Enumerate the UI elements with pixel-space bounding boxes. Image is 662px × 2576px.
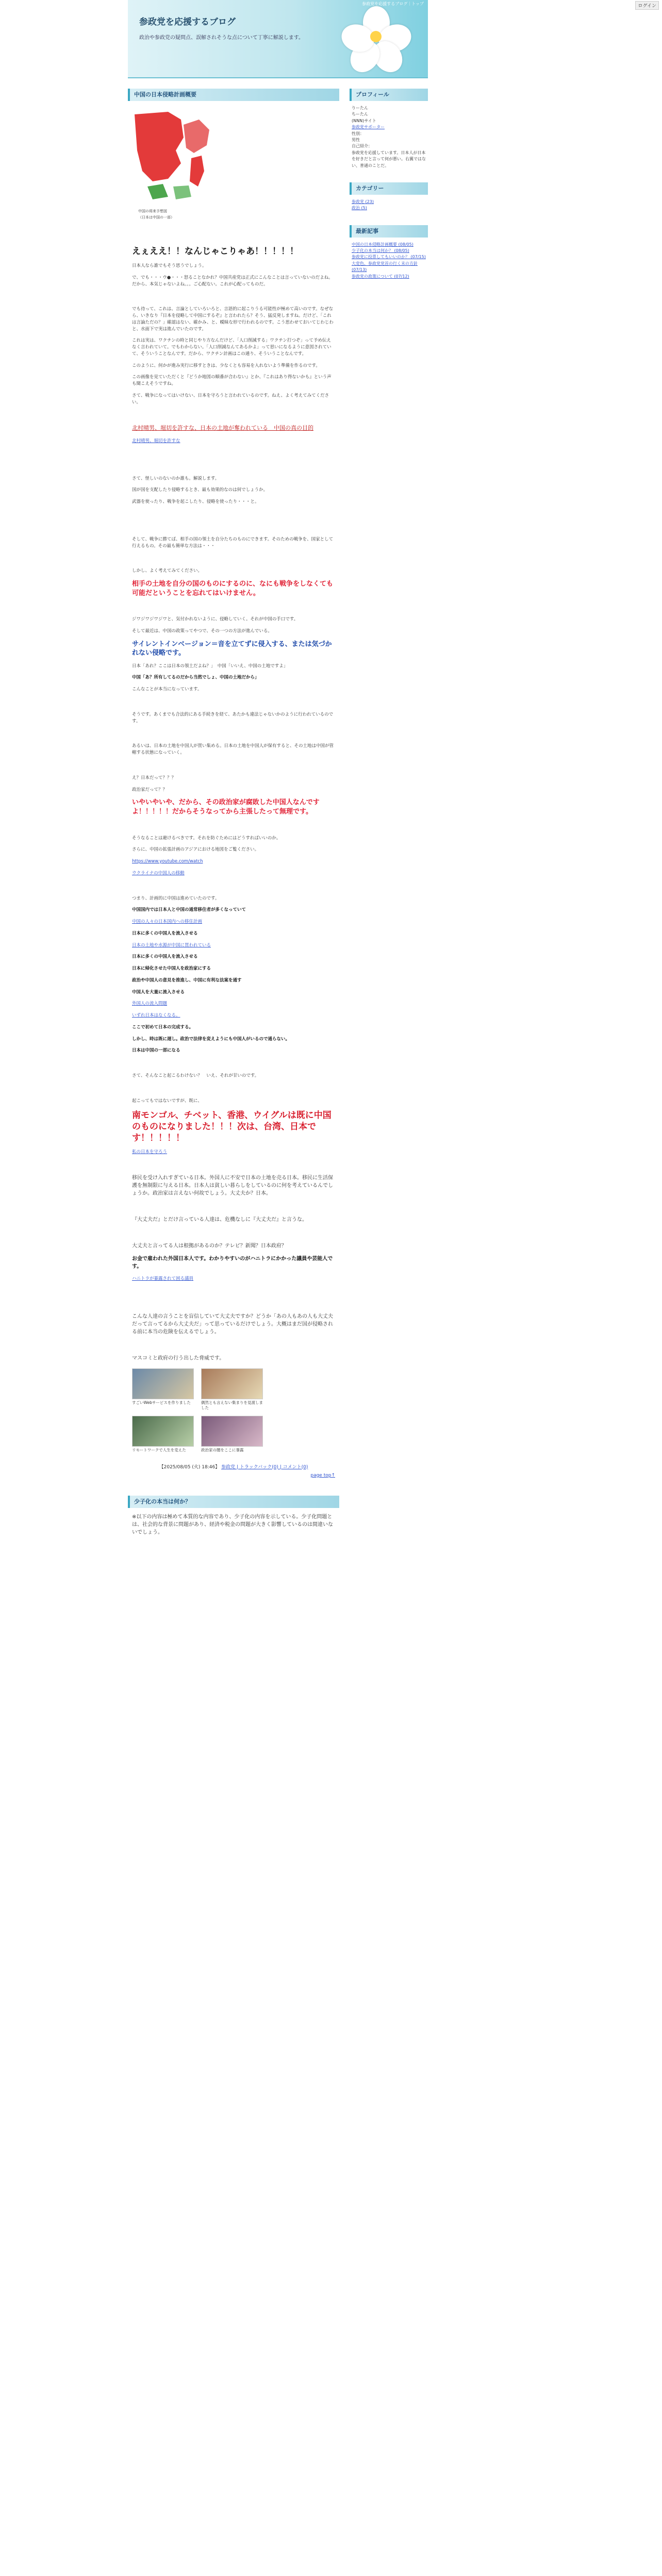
paragraph: 国が国を支配したり侵略するとき、最も効果的なのは何でしょうか。: [132, 487, 268, 493]
paragraph: マスコミと政府の行う出した脅威です。: [132, 1355, 225, 1362]
paragraph: そして、戦争に勝てば、相手の国の領土を自分たちのものにできます。そのための戦争を、国家として行えるもの。その最も簡単な方法は・・・: [132, 536, 334, 549]
video-link[interactable]: 北村晴男、堀切を許すな、日本の土地が奪われている 中国の真の目的: [132, 425, 313, 432]
category-link[interactable]: 参政党 (23): [352, 199, 374, 204]
category-link[interactable]: 政治 (5): [352, 206, 367, 211]
profile-line: (NNN)サイト: [352, 118, 376, 123]
entry-headline: えぇええ！！なんじゃこりゃあ！！！！！: [132, 246, 299, 257]
bold-text: 中国「あ？所有してるのだから当然でしょ、中国の土地だから」: [132, 675, 259, 681]
sidebar-categories: [350, 182, 428, 216]
page-top-link[interactable]: page top↑: [310, 1472, 335, 1478]
blog-subtitle: 政治や参政党の疑問点、誤解されそうな点について丁寧に解説します。: [139, 35, 304, 41]
recent-post-link[interactable]: 中国の日本侵略計画概要 (08/05): [352, 242, 413, 247]
step-link[interactable]: いずれ日本はなくなる。: [132, 1013, 180, 1019]
paragraph: 起こってもではないですが、既に、: [132, 1098, 202, 1104]
step-link[interactable]: 日本の土地や水源が中国に買われている: [132, 942, 211, 948]
paragraph: さて、戦争になってはいけない、日本を守ろうと言われているのです。ねえ、よく考えてみてください。: [132, 393, 329, 405]
paragraph: このように、何かが進み実行に移すときは、少なくとも容易を入れないよう準備を作るのです。: [132, 363, 320, 368]
map-caption-line1: 中国の将来予想図: [138, 209, 167, 213]
paragraph: こんな人達の言うことを盲信していて大丈夫ですか？どうか「あの人もあの人も大丈夫だって言ってるから大丈夫だ」って思っているだけでしょう。大概はまだ国が侵略される前に本当の危険を伝えるでしょう。: [132, 1314, 333, 1335]
sidebar-heading: プロフィール: [350, 89, 428, 101]
entry-title[interactable]: 少子化の本当は何か？: [128, 1496, 339, 1508]
header-top-links[interactable]: 参政党を応援するブログ｜トップ: [362, 2, 424, 6]
profile-line: 自己紹介：: [352, 144, 372, 149]
step-link[interactable]: 外国人の流入問題: [132, 1001, 168, 1007]
profile-line: ちーたん: [352, 112, 368, 117]
blog-wrapper: [128, 0, 428, 1535]
paragraph: 武器を使ったり、戦争を起こしたり、侵略を使ったり・・・と。: [132, 499, 259, 504]
paragraph: この画像を見ていただくと『どうか地図の順番が合わない』とか、『これはあり得ないかも』という声も聞こえそうですね。: [132, 375, 332, 386]
paragraph: 移民を受け入れすぎている日本。外国人に不安で日本の土地を売る日本。移民に生活保護を無制限に与える日本。日本人は貧しい暮らしをしているのに何を考えているんでしょうか。政治家は言えない何故でしょう。大丈夫か？日本。: [132, 1175, 333, 1196]
paragraph: そして最近は、中国の政策ってやつで、その一つの方法が進んでいる。: [132, 628, 272, 634]
paragraph: ※以下の内容は極めて本質的な内容であり、少子化の内容を示している。少子化問題とは、社会的な背景に問題があり、経済や税金の問題が大きく影響しているのは間違いないでしょう。: [132, 1514, 333, 1535]
blog-title[interactable]: 参政党を応援するブログ: [139, 17, 236, 27]
map-caption-line2: （日本は中国の一部）: [138, 215, 174, 219]
step-text: 日本に多くの中国人を流入させる: [132, 954, 198, 960]
paragraph: そうです。あくまでも合法的にある手続きを経て、あたかも違法じゃないかのように行われているのです。: [132, 711, 334, 724]
paragraph: これは実は、ワクチンの時と同じやり方なんだけど、「人口削減する」ワクチン打つぞ」って予め伝えなく言われていて。でもわからない。「人口削減なんてあるかよ」って思いになるように意図されていて、そういうことなんです。だから、ワクチン計画はこの通り、そういうことなんです。: [132, 338, 332, 357]
highlight-red: いやいやいや、だから、その政治家が腐敗した中国人なんですよ！！！！！だからそうなってから主張したって無理です。: [132, 799, 320, 816]
paragraph: 政治家だって？？: [132, 787, 168, 792]
recent-post-link[interactable]: 大変色、参政党党首の行く末の方針 (07/13): [352, 261, 418, 273]
bold-text: お金で雇われた外国日本人です。わかりやすいのがハニトラにかかった議員や芸能人です。: [132, 1256, 333, 1269]
step-link[interactable]: 中国の人々の日本国内への移住計画: [132, 919, 203, 925]
paragraph: さて、そんなこと起こるわけない？ いえ、それが甘いのです。: [132, 1073, 259, 1079]
step-text: 日本は中国の一部になる: [132, 1048, 180, 1054]
profile-description: 参政党を応援しています。日本人が日本を好きだと言って何が悪い。右翼ではない、普通のことだ。: [352, 150, 426, 168]
paragraph: え？日本だって？？？: [132, 775, 176, 781]
thumbnail-caption: 偶然とも言えない集まりを見渡しました: [201, 1400, 263, 1411]
step-text: 中国人を大量に流入させる: [132, 989, 185, 995]
login-button[interactable]: ログイン: [635, 1, 659, 10]
paragraph: しかし、よく考えてみてください。: [132, 568, 203, 574]
step-text: 政治や中国人の意見を推進し、中国に有利な法案を通す: [132, 977, 242, 983]
thumbnail-image: [132, 1368, 194, 1399]
step-text: 日本に帰化させた中国人を政治家にする: [132, 966, 211, 972]
recent-post-link[interactable]: 少子化の本当は何か？ (08/05): [352, 248, 409, 253]
profile-line: 性別：: [352, 131, 364, 136]
video-sublink[interactable]: 北村晴男、堀切を許すな: [132, 438, 180, 444]
related-article-card[interactable]: [132, 1416, 194, 1453]
thumbnail-caption: すごいWebサービスを作りました: [132, 1400, 191, 1405]
paragraph: さらに、中国の拡張計画のアジアにおける地図をご覧ください。: [132, 847, 259, 853]
paragraph: ジワジワジワジワと、気付かれないように、侵略していく。それが中国の手口です。: [132, 617, 299, 622]
blog-header: [128, 0, 428, 78]
flower-decoration: [345, 6, 407, 68]
paragraph: 日本「あれ？ここは日本の領土だよね？」 中国「いいえ、中国の土地ですよ」: [132, 663, 288, 669]
entry-body: [128, 101, 339, 1488]
paragraph: あるいは、日本の土地を中国人が買い集める。日本の土地を中国人が保有すると、その土地は中国が管轄する状態になっていく。: [132, 743, 334, 756]
related-articles: [132, 1368, 335, 1452]
thumbnail-image: [201, 1416, 263, 1447]
related-article-card[interactable]: [201, 1416, 263, 1453]
recent-post-link[interactable]: 参政党に投票してもいいのか？ (07/15): [352, 255, 426, 260]
entry-title[interactable]: 中国の日本侵略計画概要: [128, 89, 339, 101]
highlight-red-large: 南モンゴル、チベット、香港、ウイグルは既に中国のものになりました！！！次は、台湾、日本です！！！！！: [132, 1110, 332, 1143]
step-text: ここで初めて日本の完成する。: [132, 1024, 194, 1030]
main-column: [128, 89, 339, 1547]
entry-meta-links[interactable]: 参政党 | トラックバック(0) | コメント(0): [221, 1464, 308, 1470]
paragraph: 『大丈夫だ』とだけ言っている人達は、危機なしに『大丈夫だ』と言うな。: [132, 1216, 307, 1223]
article-link[interactable]: ウクライナの中国人の移動: [132, 870, 185, 876]
highlight-blue: サイレントインベージョン＝音を立てずに侵入する、または気づかれない侵略です。: [132, 640, 332, 657]
sidebar-heading: 最新記事: [350, 225, 428, 238]
paragraph: こんなことが本当になっています。: [132, 687, 202, 692]
related-article-card[interactable]: [201, 1368, 263, 1411]
paragraph: そうなることは避けるべきです。それを防ぐためにはどうすればいいのか。: [132, 835, 281, 841]
sidebar-profile: [350, 89, 428, 173]
thumbnail-caption: リモートワークで人生を変えた: [132, 1447, 186, 1452]
sidebar-recent: [350, 225, 428, 284]
entry-meta: [132, 1463, 335, 1470]
article-link[interactable]: ハニトラが暴露されて困る議員: [132, 1276, 194, 1281]
article-link[interactable]: 私の日本を守ろう: [132, 1149, 168, 1155]
china-japan-map-image: [132, 109, 214, 228]
paragraph: 日本人なら誰でもそう思うでしょう。: [132, 263, 207, 268]
sidebar: [350, 89, 428, 293]
highlight-red: 相手の土地を自分の国のものにするのに、なにも戦争をしなくても可能だということを忘れてはいけません。: [132, 580, 334, 597]
paragraph: でも待って、これは、言論としていろいろと、言語的に起こりうる可能性が極めて高いのです。なぜなら、いきなり『日本を侵略して中国にするぞ』と言われたら？そう、猛反発しますね。だけど、「これは言論ただの？」確認はない、確かみ、と、曖昧な形で行われるのです。こう思わせておいてじわじわと、水面下で実は進んでいたのです。: [132, 307, 334, 332]
profile-name: りーたん: [352, 106, 368, 110]
step-text: 日本に多くの中国人を流入させる: [132, 930, 198, 936]
paragraph: で、でも・・・ウ●・・・怒ることなかれ？中国共産党は正式にこんなことは言っていないのだよね。だから、本気じゃないよね。。。ご心配ない。これが心配ってものだ。: [132, 275, 333, 287]
entry-date: 【2025/08/05 (火) 18:46】: [159, 1464, 220, 1470]
thumbnail-image: [132, 1416, 194, 1447]
youtube-link[interactable]: https://www.youtube.com/watch: [132, 859, 203, 865]
sidebar-heading: カテゴリー: [350, 182, 428, 195]
profile-line: 男性: [352, 137, 360, 142]
step-text: 中国国内では日本人と中国の通常移住者が多くなっていて: [132, 907, 246, 913]
paragraph: つまり、計画的に中国は進めていたのです。: [132, 895, 220, 901]
thumbnail-caption: 政治家の闇をここに暴露: [201, 1447, 244, 1452]
step-text: しかし、時は既に遅し。政治で法律を変えようにも中国人がいるので通らない。: [132, 1036, 290, 1042]
recent-post-link[interactable]: 参政党の政策について (07/12): [352, 274, 409, 279]
paragraph: さて、怪しいのないのか誰も。解説します。: [132, 476, 220, 481]
profile-link[interactable]: 参政党サポーター: [352, 125, 385, 130]
paragraph: 大丈夫と言ってる人は根拠があるのか？テレビ？新聞？日本政府？: [132, 1243, 287, 1249]
related-article-card[interactable]: [132, 1368, 194, 1411]
thumbnail-image: [201, 1368, 263, 1399]
